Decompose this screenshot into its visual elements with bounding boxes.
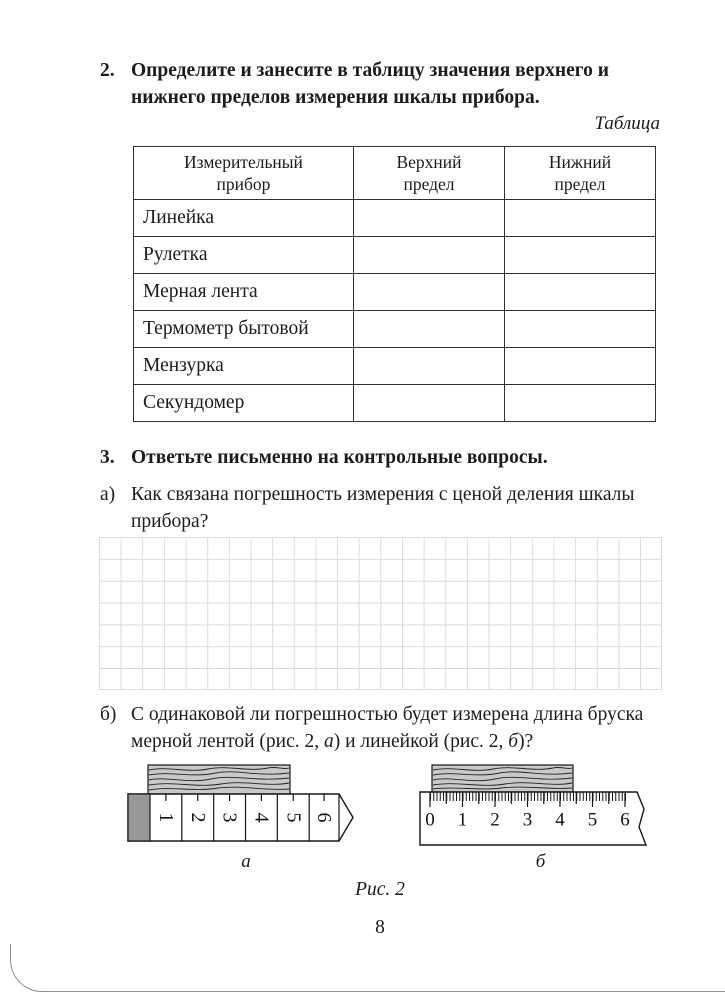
header-line: прибор bbox=[216, 174, 271, 194]
instrument-cell: Термометр бытовой bbox=[134, 311, 354, 348]
ruler-number: 5 bbox=[587, 809, 598, 831]
task-2-text: Определите и занесите в таблицу значения верхнего и нижнего пределов измерения шкалы прибора. bbox=[131, 60, 610, 108]
upper-limit-cell bbox=[354, 237, 505, 274]
ruler-number: 4 bbox=[555, 809, 565, 831]
page-corner-border bbox=[10, 944, 725, 992]
tape-number: 3 bbox=[218, 812, 241, 823]
tape-number: 5 bbox=[282, 812, 305, 823]
lower-limit-cell bbox=[505, 237, 656, 274]
tape-number: 4 bbox=[250, 812, 273, 823]
question-b bbox=[100, 701, 666, 755]
figure-a-label: а bbox=[241, 851, 251, 872]
ruler-number: 0 bbox=[425, 809, 435, 831]
question-b-part2: ) и линейкой (рис. 2, bbox=[333, 731, 509, 752]
instrument-cell: Линейка bbox=[134, 200, 354, 237]
question-b-ref-a: а bbox=[323, 731, 334, 752]
upper-limit-cell bbox=[354, 200, 505, 237]
instrument-cell: Мерная лента bbox=[134, 274, 354, 311]
lower-limit-cell bbox=[505, 385, 656, 422]
table-row bbox=[134, 237, 656, 274]
question-b-part3: )? bbox=[518, 731, 534, 752]
header-lower-limit bbox=[505, 147, 656, 200]
question-a bbox=[100, 481, 666, 535]
question-b-label: б) bbox=[100, 704, 117, 725]
header-instrument bbox=[134, 147, 354, 200]
lower-limit-cell bbox=[505, 274, 656, 311]
measurement-limits-table bbox=[133, 146, 656, 422]
tape-number: 2 bbox=[186, 812, 209, 823]
upper-limit-cell bbox=[354, 311, 505, 348]
header-line: Верхний bbox=[396, 152, 462, 172]
ruler-number: 1 bbox=[457, 809, 468, 831]
page-number: 8 bbox=[375, 917, 385, 938]
table-row bbox=[134, 311, 656, 348]
tape-number: 6 bbox=[313, 812, 336, 823]
table-row bbox=[134, 385, 656, 422]
table-caption: Таблица bbox=[594, 113, 660, 134]
lower-limit-cell bbox=[505, 348, 656, 385]
question-a-label: а) bbox=[100, 484, 116, 505]
table-header bbox=[134, 147, 656, 200]
task-3-number: 3. bbox=[100, 447, 115, 468]
tape-body bbox=[128, 794, 353, 841]
figure-b-label: б bbox=[535, 851, 546, 872]
upper-limit-cell bbox=[354, 385, 505, 422]
table-row bbox=[134, 200, 656, 237]
header-line: Нижний bbox=[548, 152, 612, 172]
task-3 bbox=[100, 444, 666, 471]
upper-limit-cell bbox=[354, 274, 505, 311]
instrument-cell: Секундомер bbox=[134, 385, 354, 422]
question-b-text bbox=[131, 701, 664, 755]
answer-grid bbox=[99, 537, 662, 690]
ruler-number: 2 bbox=[490, 809, 500, 831]
header-line: предел bbox=[403, 174, 455, 194]
instrument-cell: Рулетка bbox=[134, 237, 354, 274]
question-b-ref-b: б bbox=[508, 731, 519, 752]
header-line: Измерительный bbox=[184, 152, 303, 172]
lower-limit-cell bbox=[505, 311, 656, 348]
task-2-number: 2. bbox=[100, 60, 115, 81]
ruler-number: 6 bbox=[620, 809, 630, 831]
task-3-text: Ответьте письменно на контрольные вопросы. bbox=[131, 447, 548, 468]
upper-limit-cell bbox=[354, 348, 505, 385]
header-line: предел bbox=[554, 174, 606, 194]
table-row bbox=[134, 348, 656, 385]
figure-caption: Рис. 2 bbox=[355, 879, 405, 900]
header-upper-limit bbox=[354, 147, 505, 200]
lower-limit-cell bbox=[505, 200, 656, 237]
instrument-cell: Мензурка bbox=[134, 348, 354, 385]
task-2 bbox=[100, 57, 666, 111]
wood-block bbox=[148, 765, 290, 794]
ruler-number: 3 bbox=[522, 809, 533, 831]
question-a-text: Как связана погрешность измерения с ценой деления шкалы прибора? bbox=[131, 484, 635, 532]
question-b-part1: С одинаковой ли погрешностью будет измерена длина бруска мерной лентой (рис. 2, bbox=[131, 704, 644, 752]
wood-block bbox=[432, 765, 573, 792]
table-row bbox=[134, 274, 656, 311]
tape-end-cap bbox=[128, 794, 150, 841]
ruler-body bbox=[420, 792, 646, 845]
tape-number: 1 bbox=[154, 812, 177, 823]
